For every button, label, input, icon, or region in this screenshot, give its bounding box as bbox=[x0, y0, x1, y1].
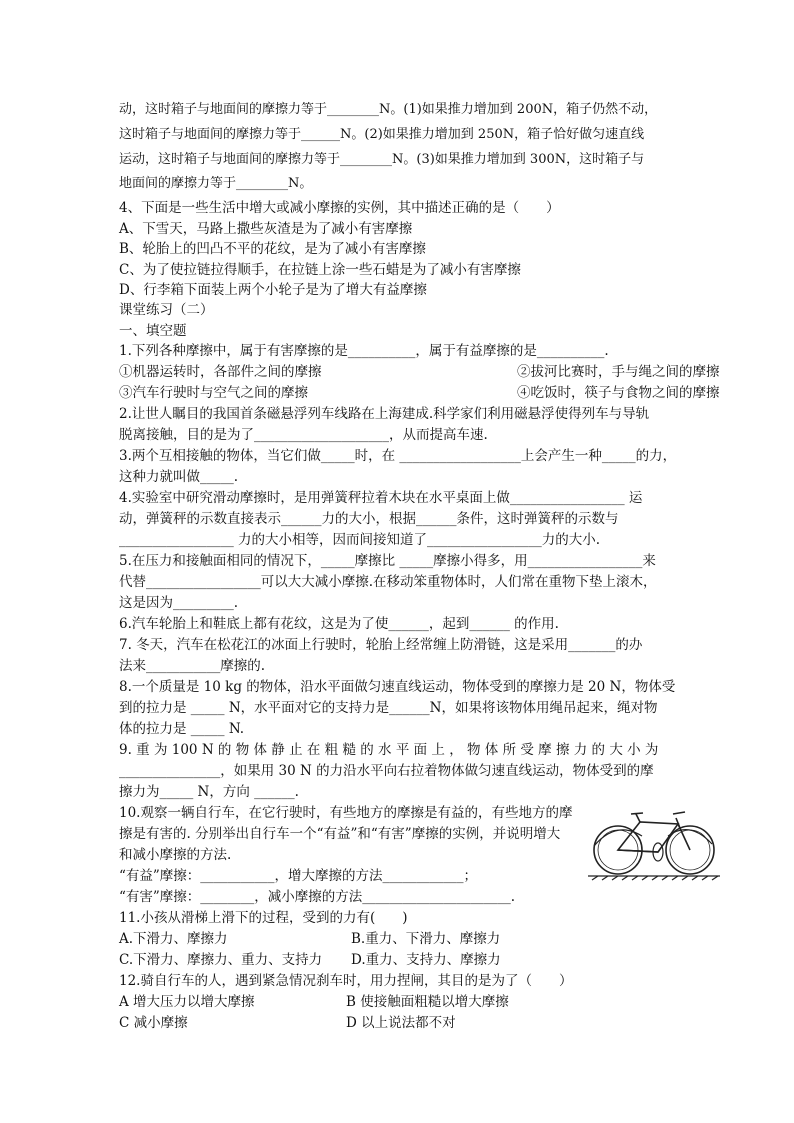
option: ①机器运转时，各部件之间的摩擦 bbox=[119, 364, 322, 380]
text-line: 1.下列各种摩擦中，属于有害摩擦的是__________，属于有益摩擦的是__________. bbox=[119, 343, 609, 359]
option: A 增大压力以增大摩擦 bbox=[119, 994, 255, 1010]
option: B.重力、下滑力、摩擦力 bbox=[351, 931, 501, 947]
text-line: 代替_________________可以大大减小摩擦.在移动笨重物体时，人们常在重物下垫上滚木， bbox=[119, 574, 657, 590]
text-line: 7. 冬天，汽车在松花江的冰面上行驶时，轮胎上经常缠上防滑链，这是采用_______的办 bbox=[119, 637, 643, 653]
option-d: D、行李箱下面装上两个小轮子是为了增大有益摩擦 bbox=[119, 282, 427, 298]
section-title: 课堂练习（二） bbox=[119, 302, 214, 318]
text-line: 6.汽车轮胎上和鞋底上都有花纹，这是为了使______，起到______ 的作用. bbox=[119, 616, 559, 632]
text-line: 脱离接触，目的是为了____________________，从而提高车速. bbox=[119, 427, 488, 443]
text-line: 体的拉力是 _____ N. bbox=[119, 721, 245, 737]
text-line: 5.在压力和接触面相同的情况下，_____摩擦比 _____摩擦小得多，用_________________来 bbox=[119, 553, 656, 569]
option: A.下滑力、摩擦力 bbox=[119, 931, 228, 947]
text-line: 擦是有害的. 分别举出自行车一个“有益”和“有害”摩擦的实例，并说明增大 bbox=[119, 826, 561, 842]
text-line: 4.实验室中研究滑动摩擦时，是用弹簧秤拉着木块在水平桌面上做_________________ 运 bbox=[119, 490, 643, 506]
option: C.下滑力、摩擦力、重力、支持力 bbox=[119, 952, 323, 968]
text-line: 3.两个互相接触的物体，当它们做_____时，在 __________________上会产生一种_____的力， bbox=[119, 448, 677, 464]
option: D.重力、支持力、摩擦力 bbox=[351, 952, 501, 968]
text-line: 动，这时箱子与地面间的摩擦力等于________N。(1)如果推力增加到 200N，箱子仍然不动， bbox=[119, 102, 658, 117]
question-stem: 4、下面是一些生活中增大或减小摩擦的实例，其中描述正确的是（ ） bbox=[119, 200, 560, 216]
text-line: 这时箱子与地面间的摩擦力等于______N。(2)如果推力增加到 250N，箱子恰好做匀速直线 bbox=[119, 127, 645, 142]
text-line: 擦力为_____ N，方向 ______. bbox=[119, 784, 299, 800]
text-line: 法来___________摩擦的. bbox=[119, 658, 266, 674]
bicycle-illustration bbox=[588, 800, 720, 885]
option-c: C、为了使拉链拉得顺手，在拉链上涂一些石蜡是为了减小有害摩擦 bbox=[119, 262, 521, 278]
text-line: 12.骑自行车的人，遇到紧急情况刹车时，用力捏闸，其目的是为了（ ） bbox=[119, 973, 573, 989]
text-line: 动，弹簧秤的示数直接表示______力的大小，根据______条件，这时弹簧秤的示数与 bbox=[119, 511, 619, 527]
text-line: _______________，如果用 30 N 的力沿水平向右拉着物体做匀速直线运动，物体受到的摩 bbox=[119, 763, 654, 779]
text-line: 10.观察一辆自行车，在它行驶时，有些地方的摩擦是有益的，有些地方的摩 bbox=[119, 805, 573, 821]
text-line: “有害”摩擦：________，减小摩擦的方法______________________. bbox=[119, 889, 516, 905]
option-b: B、轮胎上的凹凸不平的花纹，是为了减小有害摩擦 bbox=[119, 241, 426, 257]
option-line bbox=[119, 993, 509, 1011]
text-line: 和减小摩擦的方法. bbox=[119, 847, 232, 863]
text-line: 地面间的摩擦力等于________N。 bbox=[119, 176, 313, 191]
part-title: 一、填空题 bbox=[119, 323, 187, 339]
text-line: “有益”摩擦：___________，增大摩擦的方法____________； bbox=[119, 868, 478, 884]
option-line bbox=[119, 951, 501, 969]
text-line: 这是因为_________. bbox=[119, 595, 239, 611]
option: ④吃饭时，筷子与食物之间的摩擦 bbox=[517, 385, 720, 401]
option: B 使接触面粗糙以增大摩擦 bbox=[346, 994, 509, 1010]
option: C 减小摩擦 bbox=[119, 1015, 188, 1031]
text-line: 11.小孩从滑梯上滑下的过程，受到的力有( ) bbox=[119, 910, 408, 926]
option-line bbox=[119, 384, 720, 402]
text-line: 运动，这时箱子与地面间的摩擦力等于________N。(3)如果推力增加到 300N，这时箱子与 bbox=[119, 152, 645, 167]
option-line bbox=[119, 930, 501, 948]
option-line bbox=[119, 363, 720, 381]
option: ③汽车行驶时与空气之间的摩擦 bbox=[119, 385, 308, 401]
option: D 以上说法都不对 bbox=[346, 1015, 456, 1031]
text-line: 8.一个质量是 10 kg 的物体，沿水平面做匀速直线运动，物体受到的摩擦力是 20 N，物体受 bbox=[119, 679, 676, 695]
text-line: 9. 重 为 100 N 的 物 体 静 止 在 粗 糙 的 水 平 面 上 ， 物 体 所 受 摩 擦 力 的 大 小 为 bbox=[119, 742, 659, 758]
option-a: A、下雪天，马路上撒些灰渣是为了减小有害摩擦 bbox=[119, 221, 413, 237]
text-line: 这种力就叫做_____. bbox=[119, 469, 239, 485]
text-line: 到的拉力是 _____ N，水平面对它的支持力是______N，如果将该物体用绳吊起来，绳对物 bbox=[119, 700, 658, 716]
option-line bbox=[119, 1014, 456, 1032]
text-line: 2.让世人瞩目的我国首条磁悬浮列车线路在上海建成.科学家们利用磁悬浮使得列车与导轨 bbox=[119, 406, 650, 422]
text-line: _________________ 力的大小相等，因而间接知道了_________________力的大小. bbox=[119, 532, 601, 548]
option: ②拔河比赛时，手与绳之间的摩擦 bbox=[517, 364, 720, 380]
